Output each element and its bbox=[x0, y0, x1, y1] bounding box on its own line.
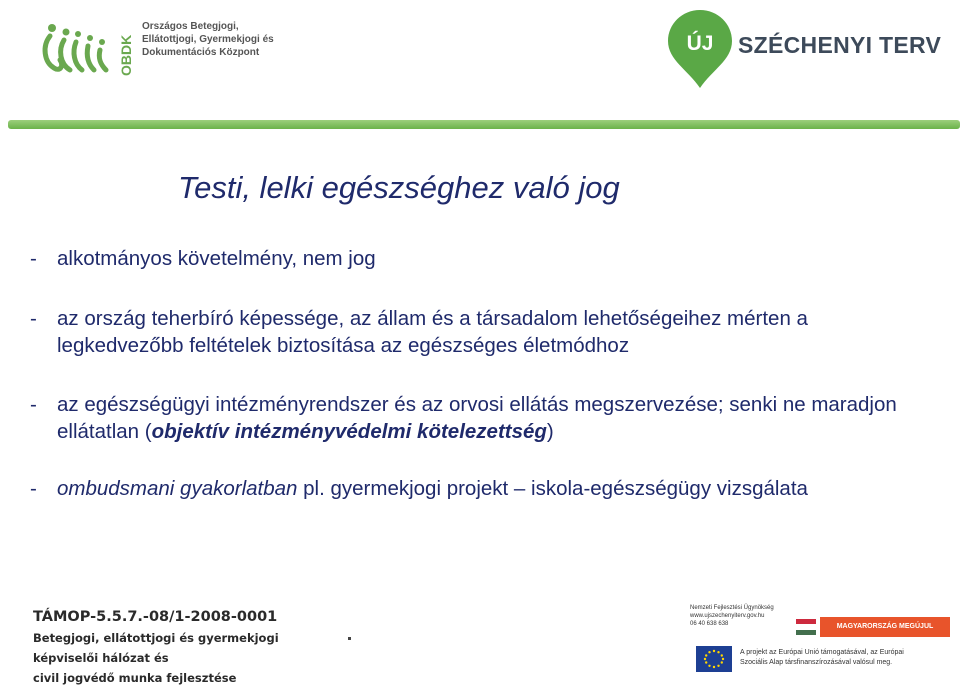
bullet-dash: - bbox=[30, 393, 37, 416]
svg-text:OBDK: OBDK bbox=[118, 34, 134, 76]
bullet-italic: ombudsmani gyakorlatban bbox=[57, 477, 298, 500]
bullet-dash: - bbox=[30, 307, 37, 330]
obdk-swirl-icon bbox=[40, 16, 116, 80]
obdk-abbr bbox=[116, 22, 136, 78]
szechenyi-terv-text: SZÉCHENYI TERV bbox=[738, 32, 942, 58]
bullet-item bbox=[30, 475, 940, 502]
bullet-text-part: az egészségügyi intézményrendszer és az orvosi ellátás megszervezése; senki ne maradjon ellátatlan ( bbox=[57, 393, 897, 443]
bullet-text bbox=[57, 391, 940, 445]
eu-flag-icon bbox=[696, 646, 732, 672]
eu-line: A projekt az Európai Unió támogatásával, az Európai bbox=[740, 649, 904, 656]
project-line: Betegjogi, ellátottjogi és gyermekjogi bbox=[33, 631, 279, 645]
slide-header bbox=[0, 0, 960, 132]
obdk-logo bbox=[40, 12, 285, 82]
slide-title: Testi, lelki egészséghez való jog bbox=[178, 170, 620, 205]
bullet-dash: - bbox=[30, 247, 37, 270]
project-line: civil jogvédő munka fejlesztése bbox=[33, 671, 237, 685]
bullet-text: az ország teherbíró képessége, az állam és a társadalom lehetőségeihez mérten a legkedvezőbb feltételek biztosítása az egészséges életmódhoz bbox=[57, 307, 808, 357]
obdk-name-line: Dokumentációs Központ bbox=[142, 47, 260, 58]
bullet-item bbox=[30, 391, 940, 445]
nfu-line: Nemzeti Fejlesztési Ügynökség bbox=[690, 605, 774, 611]
bullet-text-part: ) bbox=[546, 420, 554, 443]
bullet-text bbox=[57, 475, 940, 502]
nfu-line: 06 40 638 638 bbox=[690, 621, 729, 627]
project-code: TÁMOP-5.5.7.-08/1-2008-0001 bbox=[33, 609, 278, 625]
nfu-info bbox=[690, 604, 774, 628]
bullet-dash: - bbox=[30, 477, 37, 500]
eu-funding-text bbox=[740, 648, 904, 668]
szt-badge-text: ÚJ bbox=[686, 32, 714, 55]
nfu-line: www.ujszechenyiterv.gov.hu bbox=[690, 613, 765, 619]
bullet-text-part: pl. gyermekjogi projekt – iskola-egészségügy vizsgálata bbox=[297, 477, 808, 500]
map-pin-icon bbox=[666, 8, 734, 90]
obdk-name-line: Ellátottjogi, Gyermekjogi és bbox=[142, 34, 274, 45]
bullet-text: alkotmányos követelmény, nem jog bbox=[57, 247, 376, 270]
project-line: képviselői hálózat és bbox=[33, 651, 169, 665]
obdk-name bbox=[142, 20, 274, 59]
eu-line: Szociális Alap társfinanszírozásával valósul meg. bbox=[740, 659, 893, 666]
bullet-item bbox=[30, 245, 940, 272]
bullet-emphasis: objektív intézményvédelmi kötelezettség bbox=[151, 420, 547, 443]
project-info bbox=[33, 606, 279, 688]
bullet-item bbox=[30, 305, 940, 359]
stray-dot bbox=[348, 637, 351, 640]
szechenyi-terv-logo bbox=[666, 8, 942, 90]
obdk-name-line: Országos Betegjogi, bbox=[142, 21, 239, 32]
magyarorszag-megujul-badge: MAGYARORSZÁG MEGÚJUL bbox=[820, 617, 950, 637]
header-divider bbox=[8, 120, 960, 129]
funding-block bbox=[690, 604, 950, 694]
hungarian-flag-icon bbox=[796, 619, 816, 635]
